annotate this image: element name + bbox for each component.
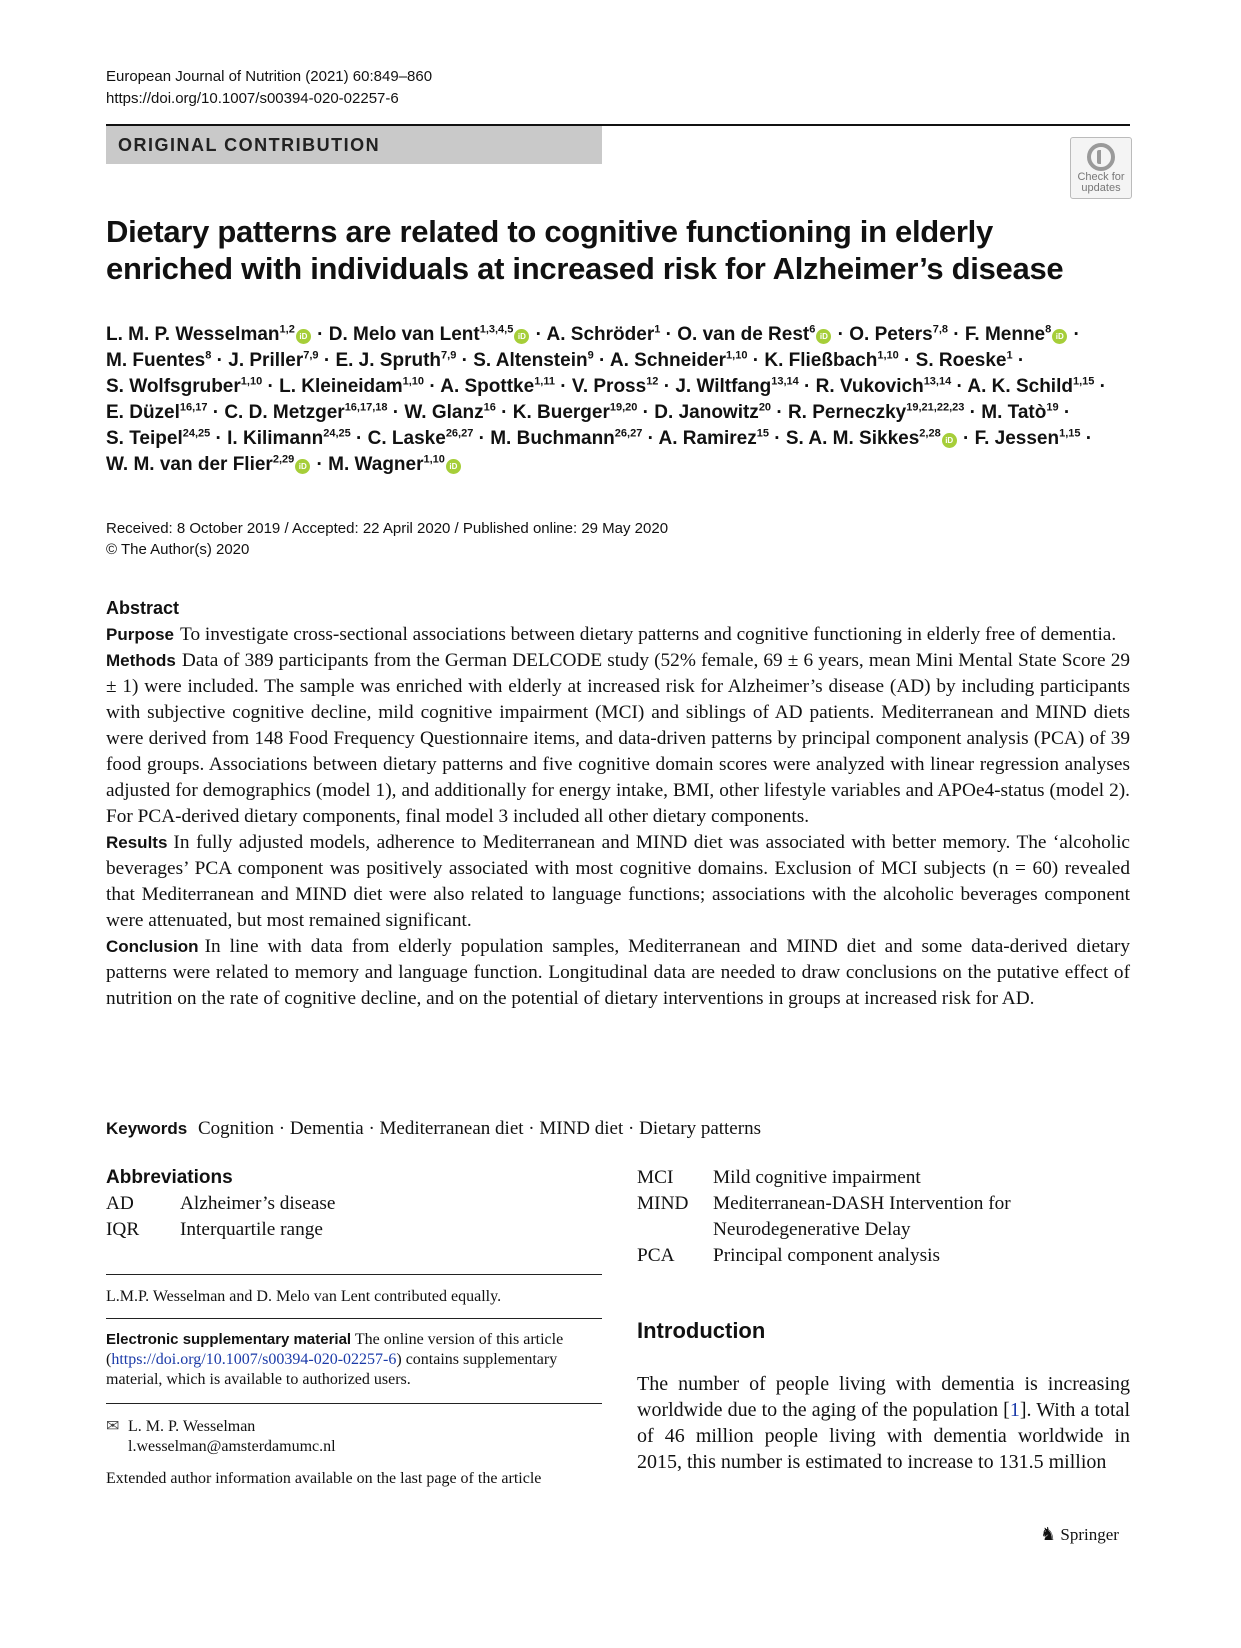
author-affiliation: 1: [654, 323, 661, 336]
abstract-section-text: In fully adjusted models, adherence to Mediterranean and MIND diet was associated with better memory. The ‘alcoholic beverages’ PCA component was positively associated with most cognitive domains. Exclusion of MCI subjects (n = 60) revealed that Mediterranean and MIND diet were also related to language functions; associations with the alcoholic beverages component were attenuated, but most remained significant.: [106, 832, 1130, 931]
orcid-icon[interactable]: iD: [1052, 329, 1067, 344]
abstract-body: [106, 622, 1130, 1012]
author-name: A. K. Schild: [967, 376, 1073, 397]
author-line: [106, 374, 1136, 400]
abbreviation-term: AD: [106, 1193, 134, 1214]
author-affiliation: 7,9: [303, 349, 319, 362]
author-name: S. Teipel: [106, 428, 183, 449]
author-line: [106, 426, 1136, 452]
author-separator: ·: [311, 324, 329, 345]
author-name: C. Laske: [367, 428, 446, 449]
author-name: S. Altenstein: [473, 350, 588, 371]
abstract-section-text: Data of 389 participants from the German DELCODE study (52% female, 69 ± 6 years, mean Mini Mental State Score 29 ± 1) were included. The sample was enriched with elderly at increased risk for Alzheimer’s disease (AD) by including participants with subjective cognitive decline, mild cognitive impairment (MCI) and siblings of AD patients. Mediterranean and MIND diets were derived from 148 Food Frequency Questionnaire items, and data-driven patterns by principal component analysis (PCA) of 39 food groups. Associations between dietary patterns and five cognitive domain scores were analyzed with linear regression analyses adjusted for demographics (model 1), and additionally for energy intake, BMI, other lifestyle variables and APOe4-status (model 2). For PCA-derived dietary components, final model 3 included all other dietary components.: [106, 650, 1130, 827]
author-separator: ·: [642, 428, 659, 449]
abbreviation-definition: Mediterranean-DASH Intervention for Neurodegenerative Delay: [713, 1193, 1011, 1240]
abbreviation-row: [106, 1191, 335, 1217]
abbreviation-row: [637, 1191, 1127, 1243]
author-name: E. Düzel: [106, 402, 180, 423]
abstract-section-label: Methods: [106, 651, 176, 670]
author-separator: ·: [211, 350, 229, 371]
doi-link[interactable]: https://doi.org/10.1007/s00394-020-02257-6: [106, 90, 399, 107]
author-affiliation: 19,20: [609, 401, 638, 414]
author-affiliation: 12: [646, 375, 659, 388]
author-affiliation: 7,8: [932, 323, 948, 336]
abstract-section-label: Purpose: [106, 625, 175, 644]
badge-line-1: Check for: [1077, 171, 1125, 183]
copyright-line: © The Author(s) 2020: [106, 541, 250, 558]
author-name: M. Buchmann: [490, 428, 615, 449]
abbreviations-left: [106, 1191, 335, 1243]
section-label: ORIGINAL CONTRIBUTION: [118, 135, 381, 155]
author-separator: ·: [660, 324, 678, 345]
author-affiliation: 20: [758, 401, 772, 414]
publisher-logo: [1040, 1524, 1119, 1545]
introduction-heading: Introduction: [637, 1318, 766, 1343]
author-affiliation: 8: [205, 349, 212, 362]
orcid-icon[interactable]: iD: [295, 459, 310, 474]
abbreviation-definition: Interquartile range: [180, 1219, 323, 1240]
esm-link[interactable]: https://doi.org/10.1007/s00394-020-02257-6: [111, 1351, 397, 1368]
esm-text-before: The online version of this article (: [106, 1331, 564, 1368]
orcid-icon[interactable]: iD: [816, 329, 831, 344]
author-name: A. Schneider: [609, 350, 727, 371]
author-name: K. Fließbach: [764, 350, 878, 371]
equal-contribution-note: L.M.P. Wesselman and D. Melo van Lent contributed equally.: [106, 1288, 502, 1305]
abbreviations-right: [637, 1165, 1127, 1269]
author-separator: ·: [207, 402, 225, 423]
author-affiliation: 2,28: [919, 427, 941, 440]
author-name: A. Schröder: [546, 324, 655, 345]
publisher-name: Springer: [1060, 1525, 1119, 1544]
author-affiliation: 1,10: [240, 375, 263, 388]
author-name: S. A. M. Sikkes: [785, 428, 920, 449]
author-affiliation: 1,10: [877, 349, 899, 362]
author-affiliation: 1,15: [1059, 427, 1081, 440]
author-separator: ·: [1068, 324, 1080, 345]
publication-dates: [106, 518, 668, 560]
author-separator: ·: [593, 350, 610, 371]
author-separator: ·: [473, 428, 491, 449]
check-for-updates-badge[interactable]: [1070, 137, 1132, 199]
author-affiliation: 1: [1006, 349, 1013, 362]
esm-label: Electronic supplementary material: [106, 1331, 352, 1348]
orcid-icon[interactable]: iD: [514, 329, 529, 344]
author-affiliation: 26,27: [614, 427, 643, 440]
badge-line-2: updates: [1081, 182, 1121, 194]
author-line: [106, 452, 1136, 478]
esm-note: [106, 1330, 586, 1390]
author-affiliation: 24,25: [323, 427, 351, 440]
author-affiliation: 13,14: [771, 375, 799, 388]
author-name: J. Priller: [228, 350, 304, 371]
author-separator: ·: [658, 376, 676, 397]
author-name: O. Peters: [849, 324, 933, 345]
author-name: F. Jessen: [974, 428, 1060, 449]
author-separator: ·: [948, 324, 965, 345]
author-affiliation: 1,15: [1072, 375, 1095, 388]
author-separator: ·: [350, 428, 368, 449]
orcid-icon[interactable]: iD: [942, 433, 957, 448]
author-list: [106, 322, 1136, 478]
footnote-divider: [106, 1403, 602, 1404]
author-affiliation: 1,10: [726, 349, 748, 362]
author-affiliation: 6: [809, 323, 816, 336]
author-separator: ·: [1094, 376, 1107, 397]
author-affiliation: 26,27: [445, 427, 474, 440]
author-name: C. D. Metzger: [224, 402, 345, 423]
abstract-heading: Abstract: [106, 598, 180, 618]
corresp-name: L. M. P. Wesselman: [128, 1418, 256, 1435]
abbreviation-row: [637, 1165, 1127, 1191]
corresp-email[interactable]: l.wesselman@amsterdamumc.nl: [128, 1438, 336, 1455]
author-name: L. M. P. Wesselman: [106, 324, 280, 345]
abbreviation-row: [106, 1217, 335, 1243]
esm-text-after: ) contains supplementary material, which is available to authorized users.: [106, 1351, 558, 1388]
author-name: F. Menne: [964, 324, 1046, 345]
author-affiliation: 15: [756, 427, 769, 440]
author-affiliation: 1,10: [402, 375, 425, 388]
author-name: R. Vukovich: [815, 376, 924, 397]
author-separator: ·: [318, 350, 336, 371]
abstract-section: [106, 648, 1130, 830]
author-affiliation: 2,29: [272, 453, 295, 466]
author-name: K. Buerger: [512, 402, 610, 423]
abstract-section-label: Results: [106, 833, 168, 852]
author-separator: ·: [424, 376, 441, 397]
author-affiliation: 1,2: [279, 323, 295, 336]
intro-text: The number of people living with dementia is increasing worldwide due to the aging of the population [: [637, 1373, 1130, 1421]
author-separator: ·: [964, 402, 982, 423]
intro-text: ]. With a total of 46 million people living with dementia worldwide in 2015, this number is estimated to increase to 131.5 million: [637, 1399, 1130, 1473]
abbreviation-term: MCI: [637, 1167, 674, 1188]
author-separator: ·: [1080, 428, 1093, 449]
footnote-divider: [106, 1274, 602, 1275]
crossmark-icon: [1087, 143, 1115, 171]
author-separator: ·: [771, 402, 788, 423]
journal-citation: European Journal of Nutrition (2021) 60:849–860: [106, 68, 433, 85]
author-separator: ·: [555, 376, 572, 397]
author-line: [106, 400, 1136, 426]
abstract-section: [106, 934, 1130, 1012]
springer-horse-icon: ♞: [1040, 1524, 1057, 1544]
corresponding-author: [106, 1417, 336, 1457]
author-name: D. Melo van Lent: [328, 324, 480, 345]
abbreviation-term: IQR: [106, 1219, 140, 1240]
author-separator: ·: [747, 350, 765, 371]
keywords-text: Cognition · Dementia · Mediterranean diet · MIND diet · Dietary patterns: [198, 1118, 761, 1139]
author-name: A. Ramirez: [658, 428, 757, 449]
author-affiliation: 16: [483, 401, 496, 414]
author-name: E. J. Spruth: [335, 350, 442, 371]
author-separator: ·: [530, 324, 547, 345]
author-name: A. Spottke: [440, 376, 535, 397]
author-affiliation: 9: [587, 349, 594, 362]
author-name: D. Janowitz: [654, 402, 759, 423]
abbreviation-definition: Principal component analysis: [713, 1245, 941, 1266]
author-separator: ·: [495, 402, 513, 423]
author-affiliation: 16,17: [179, 401, 208, 414]
author-name: O. van de Rest: [677, 324, 810, 345]
author-separator: ·: [898, 350, 916, 371]
abbreviation-term: MIND: [637, 1193, 689, 1214]
abstract-section: [106, 622, 1130, 648]
author-separator: ·: [311, 454, 329, 475]
author-affiliation: 19: [1046, 401, 1059, 414]
author-name: I. Kilimann: [227, 428, 324, 449]
abstract-section-text: In line with data from elderly population samples, Mediterranean and MIND diet and some data-derived dietary patterns were related to memory and language function. Longitudinal data are needed to draw conclusions on the putative effect of nutrition on the rate of cognitive decline, and on the potential of dietary interventions in groups at increased risk for AD.: [106, 936, 1130, 1009]
abbreviation-definition: Alzheimer’s disease: [180, 1193, 336, 1214]
journal-header: [106, 66, 432, 110]
author-separator: ·: [387, 402, 405, 423]
author-separator: ·: [768, 428, 786, 449]
extended-info-note: Extended author information available on the last page of the article: [106, 1470, 542, 1487]
author-name: L. Kleineidam: [279, 376, 403, 397]
author-separator: ·: [832, 324, 850, 345]
keywords-label: Keywords: [106, 1119, 188, 1138]
author-name: J. Wiltfang: [675, 376, 772, 397]
abbreviations-heading: Abbreviations: [106, 1167, 233, 1188]
article-title: Dietary patterns are related to cognitive functioning in elderly enriched with individuals at increased risk for Alzheimer’s disease: [106, 214, 1064, 286]
author-separator: ·: [210, 428, 228, 449]
author-affiliation: 1,11: [534, 375, 555, 388]
author-separator: ·: [262, 376, 280, 397]
author-name: S. Wolfsgruber: [106, 376, 241, 397]
abstract-section: [106, 830, 1130, 934]
abbreviation-row: [637, 1243, 1127, 1269]
footnote-divider: [106, 1318, 602, 1319]
dates-line: Received: 8 October 2019 / Accepted: 22 April 2020 / Published online: 29 May 2020: [106, 520, 669, 537]
author-name: M. Fuentes: [106, 350, 206, 371]
author-name: R. Perneczky: [787, 402, 907, 423]
author-affiliation: 8: [1045, 323, 1052, 336]
introduction-body: [637, 1371, 1130, 1475]
author-separator: ·: [957, 428, 975, 449]
author-name: M. Wagner: [328, 454, 424, 475]
abstract-section-label: Conclusion: [106, 937, 199, 956]
reference-link[interactable]: 1: [1009, 1399, 1020, 1421]
author-affiliation: 16,17,18: [344, 401, 388, 414]
author-name: W. M. van der Flier: [106, 454, 273, 475]
author-separator: ·: [637, 402, 655, 423]
author-separator: ·: [951, 376, 968, 397]
orcid-icon[interactable]: iD: [446, 459, 461, 474]
envelope-icon: ✉: [106, 1418, 120, 1435]
author-name: S. Roeske: [915, 350, 1007, 371]
author-line: [106, 322, 1136, 348]
abbreviation-term: PCA: [637, 1245, 675, 1266]
author-separator: ·: [1012, 350, 1025, 371]
author-affiliation: 1,3,4,5: [479, 323, 514, 336]
author-separator: ·: [456, 350, 474, 371]
author-affiliation: 13,14: [923, 375, 952, 388]
author-line: [106, 348, 1136, 374]
author-separator: ·: [798, 376, 816, 397]
author-affiliation: 19,21,22,23: [906, 401, 965, 414]
author-name: W. Glanz: [404, 402, 484, 423]
author-name: V. Pross: [571, 376, 647, 397]
orcid-icon[interactable]: iD: [296, 329, 311, 344]
author-affiliation: 7,9: [441, 349, 457, 362]
author-name: M. Tatò: [981, 402, 1047, 423]
author-affiliation: 24,25: [182, 427, 211, 440]
author-separator: ·: [1058, 402, 1071, 423]
keywords: [106, 1116, 761, 1142]
abbreviation-definition: Mild cognitive impairment: [713, 1167, 921, 1188]
abstract-section-text: To investigate cross-sectional associations between dietary patterns and cognitive functioning in elderly free of dementia.: [180, 624, 1117, 645]
author-affiliation: 1,10: [423, 453, 445, 466]
